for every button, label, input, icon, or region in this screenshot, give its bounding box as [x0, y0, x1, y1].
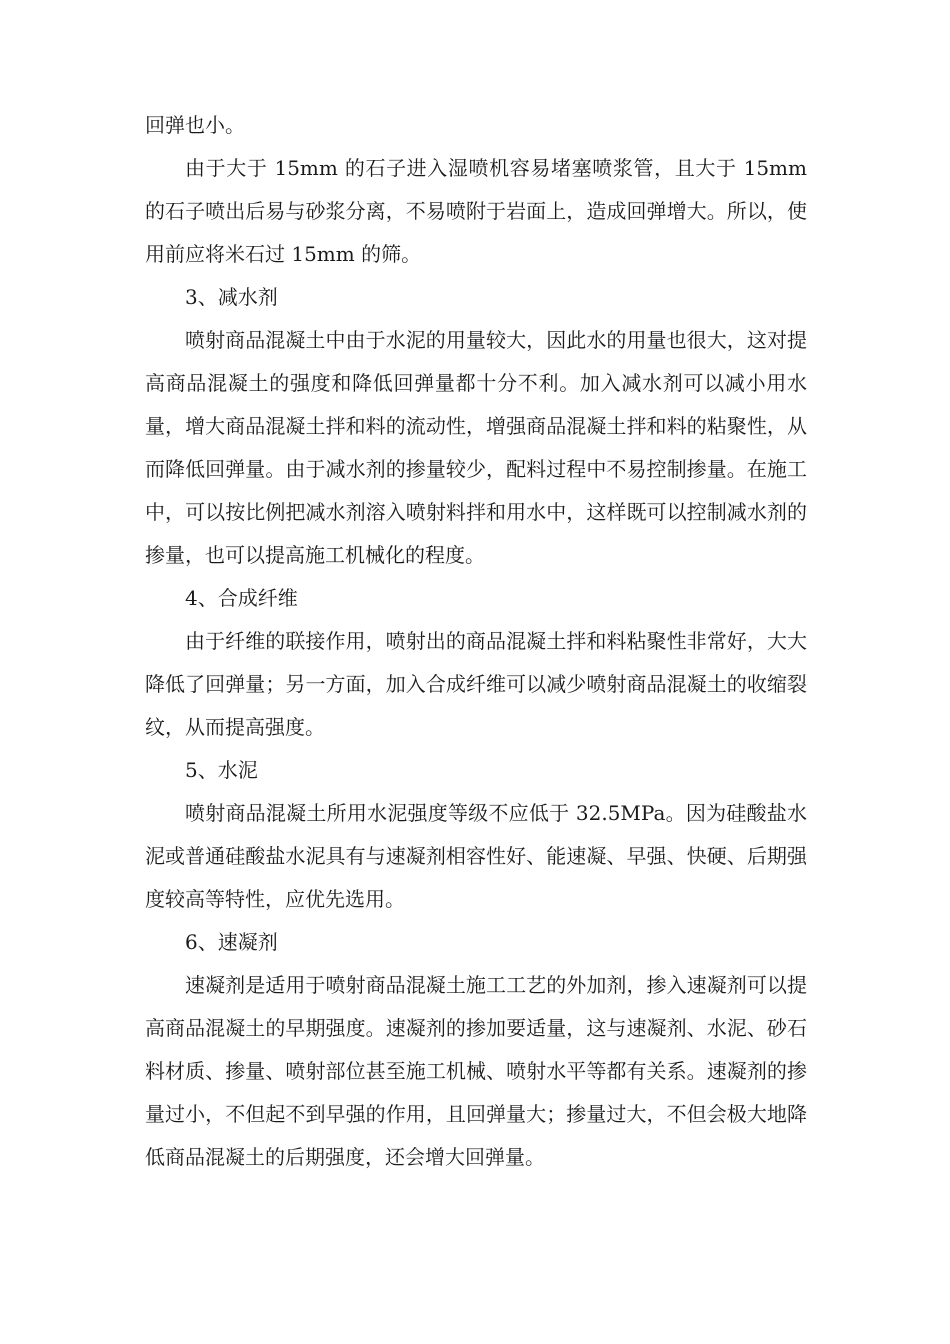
- paragraph-continuation: 回弹也小。: [145, 113, 245, 137]
- paragraph-cement: 喷射商品混凝土所用水泥强度等级不应低于 32.5MPa。因为硅酸盐水泥或普通硅酸盐水泥具有与速凝剂相容性好、能速凝、早强、快硬、后期强度较高等特性，应优先选用。: [145, 801, 807, 911]
- paragraph-accelerator: 速凝剂是适用于喷射商品混凝土施工工艺的外加剂，掺入速凝剂可以提高商品混凝土的早期强度。速凝剂的掺加要适量，这与速凝剂、水泥、砂石料材质、掺量、喷射部位甚至施工机械、喷射水平等都有关系。速凝剂的掺量过小，不但起不到早强的作用，且回弹量大；掺量过大，不但会极大地降低商品混凝土的后期强度，还会增大回弹量。: [145, 973, 807, 1169]
- document-body: [145, 104, 807, 1179]
- paragraph-stone-size: 由于大于 15mm 的石子进入湿喷机容易堵塞喷浆管，且大于 15mm 的石子喷出后易与砂浆分离，不易喷附于岩面上，造成回弹增大。所以，使用前应将米石过 15mm 的筛。: [145, 156, 807, 266]
- paragraph-synthetic-fiber: 由于纤维的联接作用，喷射出的商品混凝土拌和料粘聚性非常好，大大降低了回弹量；另一方面，加入合成纤维可以减少喷射商品混凝土的收缩裂纹，从而提高强度。: [145, 629, 807, 739]
- paragraph-water-reducer: 喷射商品混凝土中由于水泥的用量较大，因此水的用量也很大，这对提高商品混凝土的强度和降低回弹量都十分不利。加入减水剂可以减小用水量，增大商品混凝土拌和料的流动性，增强商品混凝土拌和料的粘聚性，从而降低回弹量。由于减水剂的掺量较少，配料过程中不易控制掺量。在施工中，可以按比例把减水剂溶入喷射料拌和用水中，这样既可以控制减水剂的掺量，也可以提高施工机械化的程度。: [145, 328, 807, 567]
- section-heading-water-reducer: 3、减水剂: [185, 285, 278, 309]
- section-heading-synthetic-fiber: 4、合成纤维: [185, 586, 298, 610]
- section-heading-accelerator: 6、速凝剂: [185, 930, 278, 954]
- section-heading-cement: 5、水泥: [185, 758, 258, 782]
